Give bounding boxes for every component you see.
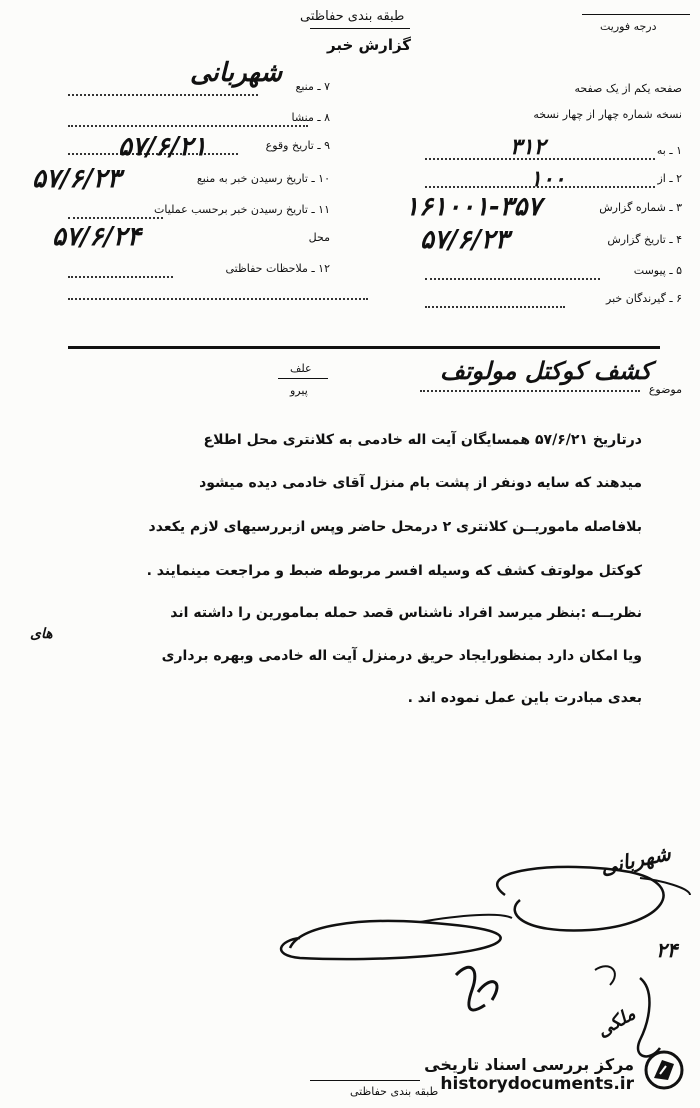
subject-side-top: علف: [290, 362, 312, 375]
subject-label: موضوع: [648, 383, 682, 396]
to-value: ۳۱۲: [510, 134, 546, 160]
watermark-en: historydocuments.ir: [440, 1074, 634, 1094]
from-value: ۱۰۰: [530, 166, 566, 192]
page-line: صفحه یکم از یک صفحه: [574, 82, 682, 95]
body-line-5: نظریــه :بنظر میرسد افراد ناشناس قصد حمله بمامورین را داشته اند: [170, 605, 642, 621]
report-title: گزارش خبر: [327, 36, 412, 54]
report-date-value: ۵۷/۶/۲۳: [420, 225, 509, 255]
watermark: [424, 1055, 682, 1094]
classification-bottom: طبقه بندی حفاظتی: [350, 1085, 439, 1098]
report-no-label: ۳ ـ شماره گزارش: [599, 201, 682, 214]
body-line-6: ویا امکان دارد بمنظورایجاد حریق درمنزل آیت اله خادمی وبهره برداری: [161, 648, 642, 664]
body-line-7: بعدی مبادرت باین عمل نموده اند .: [407, 690, 642, 706]
subject-side-bottom: پیرو: [290, 384, 308, 397]
body-line-4: کوکتل مولوتف کشف که وسیله افسر مربوطه ضبط و مراجعت مینمایند .: [146, 563, 642, 579]
event-date-value: ۵۷/۶/۲۱: [118, 132, 207, 162]
classification-top: طبقه بندی حفاظتی: [300, 9, 405, 24]
classification-bottom-rule: [310, 1080, 420, 1081]
priority-label: درجه فوریت: [600, 20, 657, 33]
place-label: محل: [308, 231, 330, 244]
report-no-value: ۱۶۱۰۰۱-۳۵۷: [405, 192, 542, 222]
source-value: شهربانی: [190, 58, 283, 88]
source-label: ۷ ـ منبع: [295, 80, 330, 93]
body-line-3: بلافاصله ماموریــن کلانتری ۲ درمحل حاضر وپس ازبررسیهای لازم یکعدد: [148, 519, 642, 535]
reporters-label: ۶ ـ گیرندگان خبر: [606, 292, 682, 305]
origin-label: ۸ ـ منشا: [291, 111, 330, 124]
attachment-label: ۵ ـ پیوست: [633, 264, 682, 277]
place-value: ۵۷/۶/۲۴: [52, 222, 141, 252]
report-date-label: ۴ ـ تاریخ گزارش: [607, 233, 682, 246]
event-date-label: ۹ ـ تاریخ وقوع: [265, 139, 330, 152]
body-line-2: میدهند که سایه دونفر از پشت بام منزل آقای خادمی دیده میشود: [199, 475, 642, 491]
margin-note: شهربانی: [598, 840, 673, 880]
copy-line: نسخه شماره چهار از چهار نسخه: [533, 108, 682, 121]
receipt-source-value: ۵۷/۶/۲۳: [32, 164, 121, 194]
notes-label: ۱۲ ـ ملاحظات حفاظتی: [225, 262, 330, 275]
receipt-source-label: ۱۰ ـ تاریخ رسیدن خبر به منبع: [196, 172, 330, 185]
body-insert: های: [30, 626, 53, 642]
subject-value: کشف کوکتل مولوتف: [440, 356, 652, 385]
to-label: ۱ ـ به: [656, 144, 682, 157]
archive-logo-icon: [644, 1050, 684, 1090]
from-label: ۲ ـ از: [657, 172, 682, 185]
watermark-fa: مرکز بررسی اسناد تاریخی: [424, 1055, 634, 1074]
receipt-ops-label: ۱۱ ـ تاریخ رسیدن خبر برحسب عملیات: [154, 203, 330, 216]
note-bottom-right: ۲۴: [656, 938, 678, 962]
note-bottom: ملکی: [593, 1003, 640, 1042]
body-line-1: درتاریخ ۵۷/۶/۲۱ همسایگان آیت اله خادمی به کلانتری محل اطلاع: [203, 432, 642, 448]
